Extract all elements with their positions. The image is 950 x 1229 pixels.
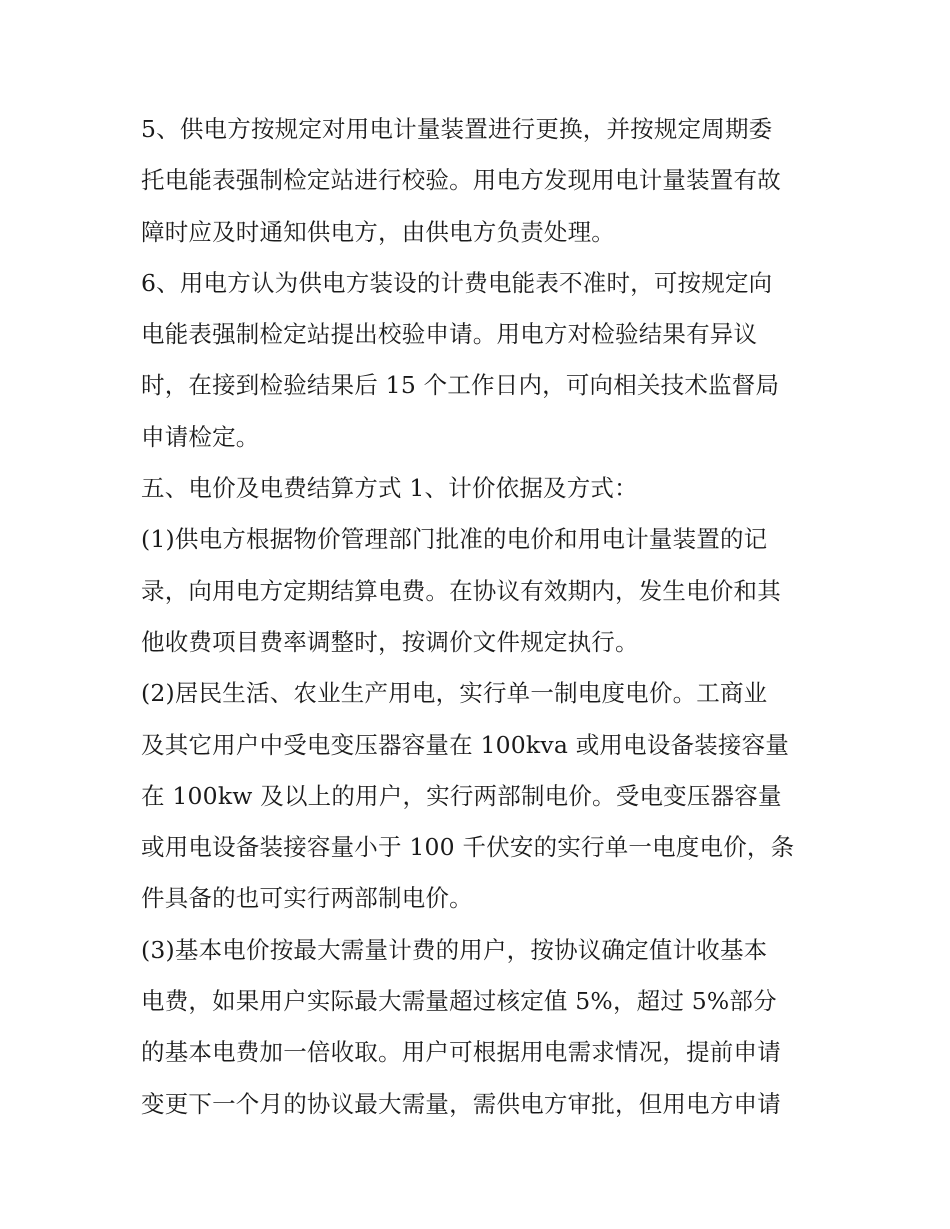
text-line: (2)居民生活、农业生产用电，实行单一制电度电价。工商业: [141, 679, 768, 708]
text-line: 申请检定。: [141, 422, 260, 451]
text-line: 电能表强制检定站提出校验申请。用电方对检验结果有异议: [141, 320, 758, 349]
text-line: 及其它用户中受电变压器容量在 100kva 或用电设备装接容量: [141, 730, 790, 759]
text-line: 托电能表强制检定站进行校验。用电方发现用电计量装置有故: [141, 166, 781, 195]
text-line: 电费，如果用户实际最大需量超过核定值 5%，超过 5%部分: [141, 987, 777, 1016]
section-heading: 五、电价及电费结算方式 1、计价依据及方式：: [141, 474, 638, 503]
document-body: [141, 104, 821, 1130]
text-line: (1)供电方根据物价管理部门批准的电价和用电计量装置的记: [141, 525, 768, 554]
text-line: 6、用电方认为供电方装设的计费电能表不准时，可按规定向: [141, 268, 773, 297]
text-line: 变更下一个月的协议最大需量，需供电方审批，但用电方申请: [141, 1089, 781, 1118]
text-line: 在 100kw 及以上的用户，实行两部制电价。受电变压器容量: [141, 781, 782, 810]
text-line: 件具备的也可实行两部制电价。: [141, 884, 473, 913]
text-line: 或用电设备装接容量小于 100 千伏安的实行单一电度电价，条: [141, 833, 795, 862]
text-line: 他收费项目费率调整时，按调价文件规定执行。: [141, 627, 639, 656]
text-line: 障时应及时通知供电方，由供电方负责处理。: [141, 217, 615, 246]
text-line: 的基本电费加一倍收取。用户可根据用电需求情况，提前申请: [141, 1038, 781, 1067]
text-line: (3)基本电价按最大需量计费的用户，按协议确定值计收基本: [141, 935, 768, 964]
text-line: 录，向用电方定期结算电费。在协议有效期内，发生电价和其: [141, 576, 781, 605]
text-line: 时，在接到检验结果后 15 个工作日内，可向相关技术监督局: [141, 371, 780, 400]
text-line: 5、供电方按规定对用电计量装置进行更换，并按规定周期委: [141, 115, 773, 143]
